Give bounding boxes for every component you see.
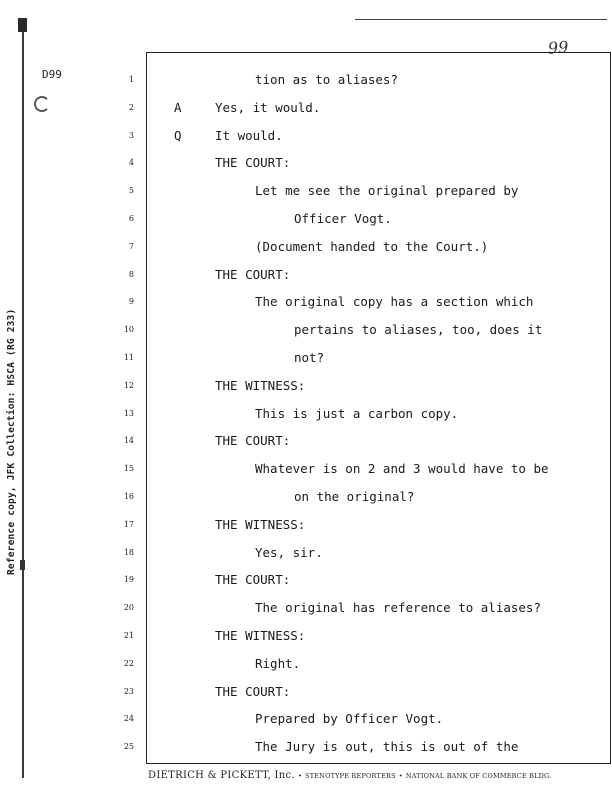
transcript-line-text: tion as to aliases? [255, 72, 398, 87]
transcript-line-text: THE COURT: [215, 266, 291, 282]
footer-separator-1: • [297, 772, 303, 780]
line-number: 11 [123, 353, 134, 362]
line-number: 22 [123, 658, 134, 668]
transcript-line-text: This is just a carbon copy. [255, 405, 459, 421]
transcript-line-text: THE WITNESS: [215, 628, 306, 643]
line-number: 19 [123, 575, 134, 585]
line-number: 12 [123, 380, 134, 390]
line-number: 24 [123, 714, 134, 724]
line-number: 14 [123, 436, 134, 446]
line-number: 1 [128, 75, 134, 84]
transcript-line-text: The original has reference to aliases? [255, 600, 541, 616]
binding-tab-mark [18, 18, 27, 32]
binding-edge [22, 18, 24, 778]
reporter-service: STENOTYPE REPORTERS [305, 772, 396, 780]
transcript-line-text: It would. [215, 127, 283, 143]
line-number: 25 [123, 742, 134, 752]
transcript-line-text: Prepared by Officer Vogt. [255, 711, 444, 727]
line-number: 17 [123, 519, 134, 529]
line-number: 13 [123, 408, 134, 418]
transcript-line-text: (Document handed to the Court.) [255, 238, 489, 254]
line-number: 18 [123, 547, 134, 557]
line-number: 23 [123, 686, 134, 696]
reporter-footer [148, 770, 608, 781]
transcript-line-text: The Jury is out, this is out of the [255, 739, 519, 755]
transcript-line-text: THE WITNESS: [215, 516, 306, 532]
page-number: 99 [547, 37, 569, 58]
line-number: 3 [128, 130, 134, 140]
firm-address: NATIONAL BANK OF COMMERCE BLDG. [405, 772, 552, 780]
binding-notch-mark [20, 560, 25, 570]
transcript-line-text: Right. [255, 655, 301, 671]
transcript-line-text: THE WITNESS: [215, 377, 306, 393]
transcript-line-text: pertains to aliases, too, does it [294, 322, 543, 338]
transcript-line-text: Yes, it would. [215, 99, 321, 115]
line-number: 5 [128, 186, 134, 196]
transcript-line-text: not? [294, 350, 325, 365]
line-number: 16 [123, 492, 134, 501]
firm-name: DIETRICH & PICKETT, Inc. [148, 770, 295, 781]
line-number: 21 [123, 631, 134, 640]
line-number: 8 [128, 269, 134, 279]
header-rule [355, 19, 607, 20]
line-number: 9 [128, 297, 134, 307]
transcript-line-text: THE COURT: [215, 572, 291, 588]
line-number: 4 [128, 158, 134, 168]
reference-copy-note: Reference copy, JFK Collection: HSCA (RG 233) [6, 308, 17, 575]
line-number: 2 [128, 102, 134, 112]
transcript-line-text: Whatever is on 2 and 3 would have to be [255, 461, 549, 477]
line-number: 10 [123, 325, 134, 335]
transcript-line-text: THE COURT: [215, 155, 291, 171]
transcript-line-text: THE COURT: [215, 683, 291, 699]
footer-separator-2: • [398, 772, 403, 780]
line-number: 7 [128, 241, 134, 251]
line-number: 6 [128, 214, 134, 223]
transcript-line-text: on the original? [294, 489, 415, 504]
margin-circle-mark [34, 96, 50, 112]
transcript-line-text: Yes, sir. [255, 544, 323, 560]
question-marker: Q [174, 127, 182, 143]
document-id: D99 [42, 68, 62, 81]
transcript-line-text: THE COURT: [215, 433, 291, 449]
transcript-line-text: The original copy has a section which [255, 294, 534, 310]
transcript-line-text: Officer Vogt. [294, 211, 392, 226]
line-number: 20 [123, 603, 134, 613]
answer-marker: A [174, 99, 182, 115]
line-number: 15 [123, 464, 134, 474]
transcript-line-text: Let me see the original prepared by [255, 183, 519, 199]
